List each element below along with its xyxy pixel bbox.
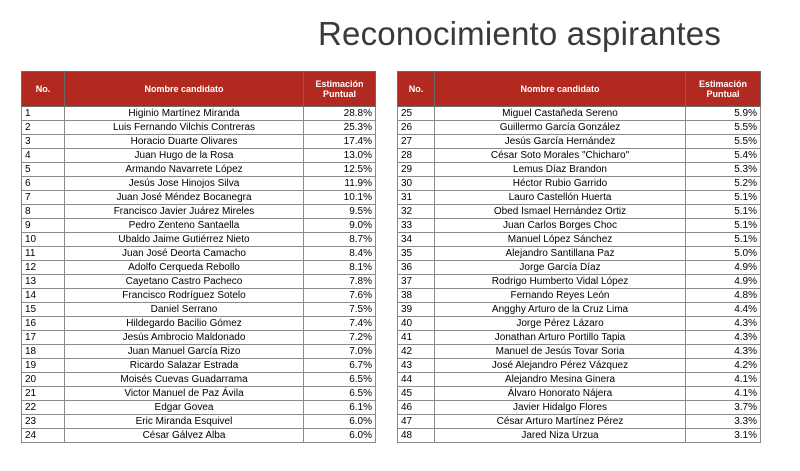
table-row xyxy=(22,191,376,205)
cell-number: 36 xyxy=(398,261,435,275)
cell-number: 12 xyxy=(22,261,65,275)
cell-number: 23 xyxy=(22,415,65,429)
cell-estimate: 11.9% xyxy=(304,177,376,191)
cell-number: 41 xyxy=(398,331,435,345)
cell-candidate-name: Armando Navarrete López xyxy=(65,163,304,177)
table-row xyxy=(22,177,376,191)
cell-number: 30 xyxy=(398,177,435,191)
table-row xyxy=(398,163,761,177)
table-row xyxy=(22,317,376,331)
cell-estimate: 6.1% xyxy=(304,401,376,415)
cell-number: 17 xyxy=(22,331,65,345)
table-row xyxy=(398,219,761,233)
cell-estimate: 4.8% xyxy=(686,289,761,303)
cell-number: 33 xyxy=(398,219,435,233)
table-row xyxy=(22,415,376,429)
cell-candidate-name: Jesús Jose Hinojos Silva xyxy=(65,177,304,191)
cell-candidate-name: Jonathan Arturo Portillo Tapia xyxy=(435,331,686,345)
cell-number: 13 xyxy=(22,275,65,289)
column-header-name: Nombre candidato xyxy=(65,72,304,107)
cell-candidate-name: Juan Hugo de la Rosa xyxy=(65,149,304,163)
cell-candidate-name: Jorge Pérez Lázaro xyxy=(435,317,686,331)
cell-candidate-name: Pedro Zenteno Santaella xyxy=(65,219,304,233)
cell-estimate: 13.0% xyxy=(304,149,376,163)
cell-number: 3 xyxy=(22,135,65,149)
cell-candidate-name: Héctor Rubio Garrido xyxy=(435,177,686,191)
table-row xyxy=(398,121,761,135)
table-row xyxy=(398,331,761,345)
cell-number: 32 xyxy=(398,205,435,219)
cell-number: 38 xyxy=(398,289,435,303)
table-row xyxy=(22,429,376,443)
cell-estimate: 17.4% xyxy=(304,135,376,149)
cell-estimate: 9.5% xyxy=(304,205,376,219)
cell-estimate: 5.2% xyxy=(686,177,761,191)
table-row xyxy=(398,373,761,387)
cell-estimate: 6.5% xyxy=(304,387,376,401)
cell-estimate: 4.1% xyxy=(686,387,761,401)
cell-candidate-name: Juan Manuel García Rizo xyxy=(65,345,304,359)
cell-candidate-name: Obed Ismael Hernández Ortiz xyxy=(435,205,686,219)
cell-estimate: 5.4% xyxy=(686,149,761,163)
table-row xyxy=(22,345,376,359)
cell-estimate: 6.7% xyxy=(304,359,376,373)
table-row xyxy=(398,387,761,401)
cell-number: 10 xyxy=(22,233,65,247)
cell-candidate-name: Rodrigo Humberto Vidal López xyxy=(435,275,686,289)
cell-candidate-name: Jesús Ambrocio Maldonado xyxy=(65,331,304,345)
cell-number: 14 xyxy=(22,289,65,303)
table-header-row xyxy=(22,72,376,107)
cell-candidate-name: Luis Fernando Vilchis Contreras xyxy=(65,121,304,135)
column-header-no: No. xyxy=(398,72,435,107)
cell-number: 6 xyxy=(22,177,65,191)
cell-candidate-name: César Gálvez Alba xyxy=(65,429,304,443)
cell-estimate: 8.1% xyxy=(304,261,376,275)
cell-candidate-name: Manuel López Sánchez xyxy=(435,233,686,247)
cell-estimate: 7.5% xyxy=(304,303,376,317)
cell-candidate-name: Lauro Castellón Huerta xyxy=(435,191,686,205)
table-row xyxy=(398,401,761,415)
cell-estimate: 10.1% xyxy=(304,191,376,205)
cell-candidate-name: Daniel Serrano xyxy=(65,303,304,317)
cell-number: 24 xyxy=(22,429,65,443)
cell-estimate: 4.9% xyxy=(686,261,761,275)
cell-candidate-name: Guillermo García González xyxy=(435,121,686,135)
table-row xyxy=(398,415,761,429)
table-header-row xyxy=(398,72,761,107)
cell-number: 9 xyxy=(22,219,65,233)
table-row xyxy=(22,275,376,289)
cell-number: 19 xyxy=(22,359,65,373)
cell-estimate: 4.3% xyxy=(686,331,761,345)
cell-candidate-name: Álvaro Honorato Nájera xyxy=(435,387,686,401)
cell-candidate-name: Alejandro Mesina Ginera xyxy=(435,373,686,387)
cell-candidate-name: Eric Miranda Esquivel xyxy=(65,415,304,429)
table-row xyxy=(22,205,376,219)
cell-estimate: 4.2% xyxy=(686,359,761,373)
table-row xyxy=(22,121,376,135)
cell-number: 35 xyxy=(398,247,435,261)
cell-number: 44 xyxy=(398,373,435,387)
table-row xyxy=(398,177,761,191)
table-row xyxy=(22,163,376,177)
cell-candidate-name: Juan Carlos Borges Choc xyxy=(435,219,686,233)
cell-number: 46 xyxy=(398,401,435,415)
cell-estimate: 4.9% xyxy=(686,275,761,289)
table-row xyxy=(398,275,761,289)
cell-candidate-name: Francisco Javier Juárez Mireles xyxy=(65,205,304,219)
cell-estimate: 7.8% xyxy=(304,275,376,289)
cell-estimate: 3.3% xyxy=(686,415,761,429)
column-header-name: Nombre candidato xyxy=(435,72,686,107)
cell-estimate: 6.0% xyxy=(304,429,376,443)
table-row xyxy=(22,373,376,387)
cell-number: 22 xyxy=(22,401,65,415)
cell-candidate-name: Hildegardo Bacilio Gómez xyxy=(65,317,304,331)
cell-candidate-name: Juan José Méndez Bocanegra xyxy=(65,191,304,205)
table-row xyxy=(398,261,761,275)
table-row xyxy=(398,359,761,373)
cell-number: 39 xyxy=(398,303,435,317)
column-header-no: No. xyxy=(22,72,65,107)
cell-candidate-name: Lemus Díaz Brandon xyxy=(435,163,686,177)
table-row xyxy=(22,401,376,415)
cell-number: 26 xyxy=(398,121,435,135)
cell-candidate-name: Miguel Castañeda Sereno xyxy=(435,107,686,121)
cell-candidate-name: Horacio Duarte Olivares xyxy=(65,135,304,149)
cell-estimate: 3.1% xyxy=(686,429,761,443)
cell-candidate-name: Ubaldo Jaime Gutiérrez Nieto xyxy=(65,233,304,247)
table-row xyxy=(22,149,376,163)
cell-estimate: 7.6% xyxy=(304,289,376,303)
cell-candidate-name: Edgar Govea xyxy=(65,401,304,415)
cell-estimate: 3.7% xyxy=(686,401,761,415)
candidates-table-left xyxy=(21,71,376,443)
cell-candidate-name: Jared Niza Urzua xyxy=(435,429,686,443)
cell-candidate-name: Jesús García Hernández xyxy=(435,135,686,149)
cell-estimate: 5.3% xyxy=(686,163,761,177)
cell-number: 8 xyxy=(22,205,65,219)
column-header-estimate: Estimación Puntual xyxy=(304,72,376,107)
table-row xyxy=(22,303,376,317)
table-row xyxy=(22,233,376,247)
cell-estimate: 4.3% xyxy=(686,345,761,359)
cell-estimate: 5.5% xyxy=(686,135,761,149)
cell-candidate-name: Victor Manuel de Paz Ávila xyxy=(65,387,304,401)
cell-number: 31 xyxy=(398,191,435,205)
cell-candidate-name: Juan José Deorta Camacho xyxy=(65,247,304,261)
cell-candidate-name: Cayetano Castro Pacheco xyxy=(65,275,304,289)
table-row xyxy=(398,429,761,443)
table-row xyxy=(398,317,761,331)
cell-candidate-name: César Arturo Martínez Pérez xyxy=(435,415,686,429)
cell-candidate-name: Higinio Martínez Miranda xyxy=(65,107,304,121)
table-row xyxy=(398,345,761,359)
cell-number: 21 xyxy=(22,387,65,401)
table-row xyxy=(22,135,376,149)
cell-estimate: 4.3% xyxy=(686,317,761,331)
table-row xyxy=(398,135,761,149)
page-title: Reconocimiento aspirantes xyxy=(318,15,722,52)
cell-estimate: 5.1% xyxy=(686,191,761,205)
table-row xyxy=(22,359,376,373)
cell-candidate-name: Javier Hidalgo Flores xyxy=(435,401,686,415)
cell-estimate: 6.5% xyxy=(304,373,376,387)
cell-number: 47 xyxy=(398,415,435,429)
cell-candidate-name: Manuel de Jesús Tovar Soria xyxy=(435,345,686,359)
cell-number: 40 xyxy=(398,317,435,331)
cell-estimate: 7.2% xyxy=(304,331,376,345)
cell-estimate: 28.8% xyxy=(304,107,376,121)
cell-number: 16 xyxy=(22,317,65,331)
cell-candidate-name: Adolfo Cerqueda Rebollo xyxy=(65,261,304,275)
cell-number: 5 xyxy=(22,163,65,177)
cell-estimate: 6.0% xyxy=(304,415,376,429)
table-row xyxy=(398,303,761,317)
cell-estimate: 25.3% xyxy=(304,121,376,135)
table-row xyxy=(22,289,376,303)
cell-number: 25 xyxy=(398,107,435,121)
cell-estimate: 12.5% xyxy=(304,163,376,177)
cell-candidate-name: Angghy Arturo de la Cruz Lima xyxy=(435,303,686,317)
candidates-table-right xyxy=(397,71,761,443)
cell-number: 18 xyxy=(22,345,65,359)
cell-number: 27 xyxy=(398,135,435,149)
table-row xyxy=(398,205,761,219)
cell-estimate: 5.1% xyxy=(686,233,761,247)
table-row xyxy=(398,107,761,121)
cell-number: 48 xyxy=(398,429,435,443)
cell-number: 20 xyxy=(22,373,65,387)
table-row xyxy=(398,233,761,247)
cell-number: 7 xyxy=(22,191,65,205)
cell-number: 43 xyxy=(398,359,435,373)
cell-candidate-name: César Soto Morales "Chicharo" xyxy=(435,149,686,163)
cell-number: 37 xyxy=(398,275,435,289)
cell-number: 1 xyxy=(22,107,65,121)
cell-candidate-name: Jorge García Díaz xyxy=(435,261,686,275)
cell-candidate-name: Francisco Rodríguez Sotelo xyxy=(65,289,304,303)
cell-estimate: 5.0% xyxy=(686,247,761,261)
table-row xyxy=(398,289,761,303)
table-row xyxy=(22,107,376,121)
cell-number: 28 xyxy=(398,149,435,163)
cell-candidate-name: Alejandro Santillana Paz xyxy=(435,247,686,261)
cell-candidate-name: Fernando Reyes León xyxy=(435,289,686,303)
cell-candidate-name: José Alejandro Pérez Vázquez xyxy=(435,359,686,373)
table-row xyxy=(22,331,376,345)
cell-estimate: 7.0% xyxy=(304,345,376,359)
cell-candidate-name: Moisés Cuevas Guadarrama xyxy=(65,373,304,387)
table-row xyxy=(398,191,761,205)
cell-estimate: 5.1% xyxy=(686,205,761,219)
table-row xyxy=(22,387,376,401)
column-header-estimate: Estimación Puntual xyxy=(686,72,761,107)
cell-number: 42 xyxy=(398,345,435,359)
table-row xyxy=(398,149,761,163)
cell-estimate: 9.0% xyxy=(304,219,376,233)
cell-estimate: 5.9% xyxy=(686,107,761,121)
table-row xyxy=(22,247,376,261)
cell-estimate: 4.4% xyxy=(686,303,761,317)
cell-estimate: 5.1% xyxy=(686,219,761,233)
table-row xyxy=(398,247,761,261)
cell-number: 34 xyxy=(398,233,435,247)
cell-number: 11 xyxy=(22,247,65,261)
cell-number: 29 xyxy=(398,163,435,177)
cell-number: 2 xyxy=(22,121,65,135)
cell-estimate: 7.4% xyxy=(304,317,376,331)
cell-estimate: 8.7% xyxy=(304,233,376,247)
cell-number: 45 xyxy=(398,387,435,401)
cell-candidate-name: Ricardo Salazar Estrada xyxy=(65,359,304,373)
cell-number: 15 xyxy=(22,303,65,317)
cell-estimate: 4.1% xyxy=(686,373,761,387)
cell-estimate: 8.4% xyxy=(304,247,376,261)
table-row xyxy=(22,219,376,233)
table-row xyxy=(22,261,376,275)
cell-estimate: 5.5% xyxy=(686,121,761,135)
cell-number: 4 xyxy=(22,149,65,163)
